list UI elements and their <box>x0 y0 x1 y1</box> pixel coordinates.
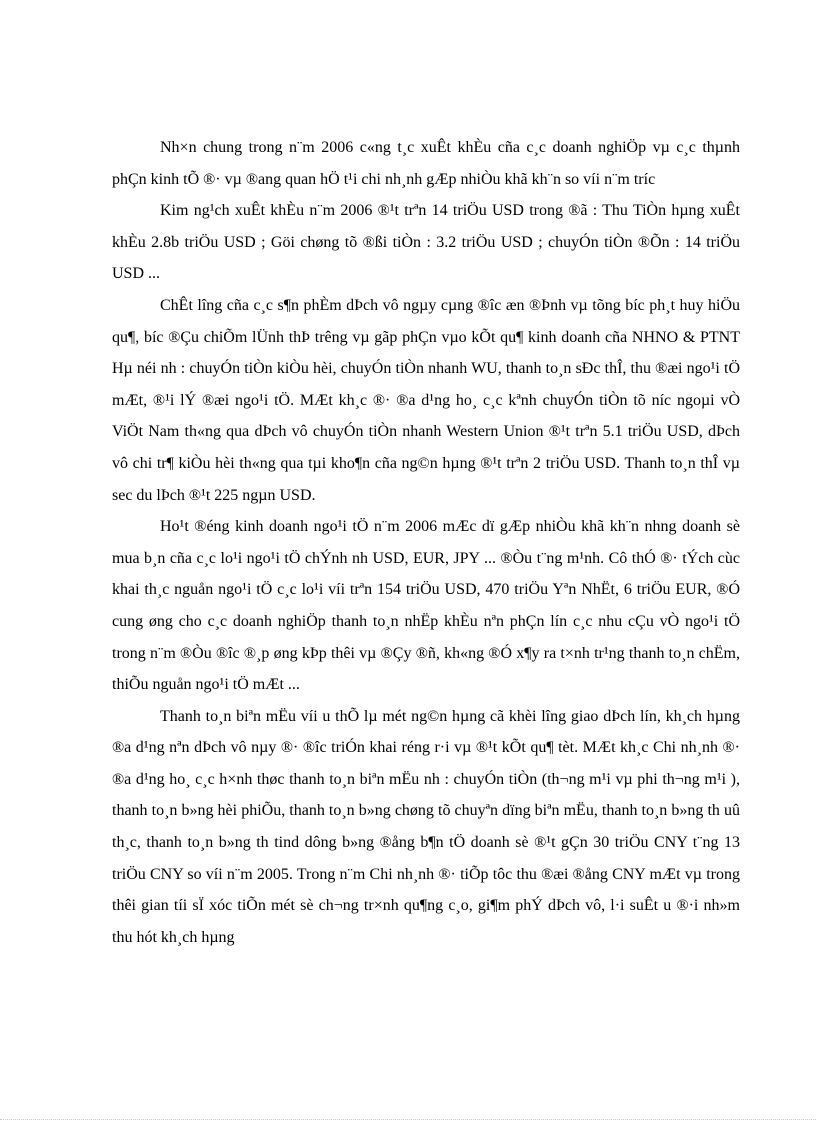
document-body <box>112 132 740 953</box>
paragraph-overview: Nh×n chung trong n¨m 2006 c«ng t¸c xuÊt khÈu cña c¸c doanh nghiÖp vµ c¸c thµnh phÇn kinh tÕ ®· vµ ®ang quan hÖ t¹i chi nh¸nh gÆp nhiÒu khã kh¨n so víi n¨m tríc <box>112 139 740 188</box>
paragraph-foreign-currency: Ho¹t ®éng kinh doanh ngo¹i tÖ n¨m 2006 mÆc dï gÆp nhiÒu khã kh¨n nhng doanh sè mua b¸n cña c¸c lo¹i ngo¹i tÖ chÝnh nh USD, EUR, JPY ... ®Òu t¨ng m¹nh. Cô thÓ ®· tÝch cùc khai th¸c nguån ngo¹i tÖ c¸c lo¹i víi trªn 154 triÖu USD, 470 triÖu Yªn NhËt, 6 triÖu EUR, ®Ó cung øng cho c¸c doanh nghiÖp thanh to¸n nhËp khÈu nªn phÇn lín c¸c nhu cÇu vÒ ngo¹i tÖ trong n¨m ®Òu ®îc ®¸p øng kÞp thêi vµ ®Çy ®ñ, kh«ng ®Ó x¶y ra t×nh tr¹ng thanh to¸n chËm, thiÕu nguån ngo¹i tÖ mÆt ... <box>112 518 740 694</box>
paragraph-export-turnover: Kim ng¹ch xuÊt khÈu n¨m 2006 ®¹t trªn 14 triÖu USD trong ®ã : Thu TiÒn hµng xuÊt khÈu 2.8b triÖu USD ; Göi chøng tõ ®ßi tiÒn : 3.2 triÖu USD ; chuyÓn tiÒn ®Õn : 14 triÖu USD ... <box>112 202 740 283</box>
page-bottom-divider <box>0 1119 816 1120</box>
paragraph-border-payment: Thanh to¸n biªn mËu víi u thÕ lµ mét ng©n hµng cã khèi lîng giao dÞch lín, kh¸ch hµng ®a d¹ng nªn dÞch vô nµy ®· ®îc triÓn khai réng r·i vµ ®¹t kÕt qu¶ tèt. MÆt kh¸c Chi nh¸nh ®· ®a d¹ng ho¸ c¸c h×nh thøc thanh to¸n biªn mËu nh : chuyÓn tiÒn (th¬ng m¹i vµ phi th¬ng m¹i ), thanh to¸n b»ng hèi phiÕu, thanh to¸n b»ng chøng tõ chuyªn dïng biªn mËu, thanh to¸n b»ng th uû th¸c, thanh to¸n b»ng th tind dông b»ng ®ång b¶n tÖ doanh sè ®¹t gÇn 30 triÖu CNY t¨ng 13 triÖu CNY so víi n¨m 2005. Trong n¨m Chi nh¸nh ®· tiÕp tôc thu ®æi ®ång CNY mÆt vµ trong thêi gian tíi sÏ xóc tiÕn mét sè ch¬ng tr×nh qu¶ng c¸o, gi¶m phÝ dÞch vô, l·i suÊt u ®·i nh»m thu hót kh¸ch hµng <box>112 707 740 946</box>
paragraph-service-quality: ChÊt lîng cña c¸c s¶n phÈm dÞch vô ngµy cµng ®îc æn ®Þnh vµ tõng bíc ph¸t huy hiÖu qu¶, bíc ®Çu chiÕm lÜnh thÞ trêng vµ gãp phÇn vµo kÕt qu¶ kinh doanh cña NHNO & PTNT Hµ néi nh : chuyÓn tiÒn kiÒu hèi, chuyÓn tiÒn nhanh WU, thanh to¸n sÐc thÎ, thu ®æi ngo¹i tÖ mÆt, ®¹i lÝ ®æi ngo¹i tÖ. MÆt kh¸c ®· ®a d¹ng ho¸ c¸c kªnh chuyÓn tiÒn tõ níc ngoµi vÒ ViÖt Nam th«ng qua dÞch vô chuyÓn tiÒn nhanh Western Union ®¹t trªn 5.1 triÖu USD, dÞch vô chi tr¶ kiÒu hèi th«ng qua tµi kho¶n cña ng©n hµng ®¹t trªn 2 triÖu USD. Thanh to¸n thÎ vµ sec du lÞch ®¹t 225 ngµn USD. <box>112 296 740 504</box>
